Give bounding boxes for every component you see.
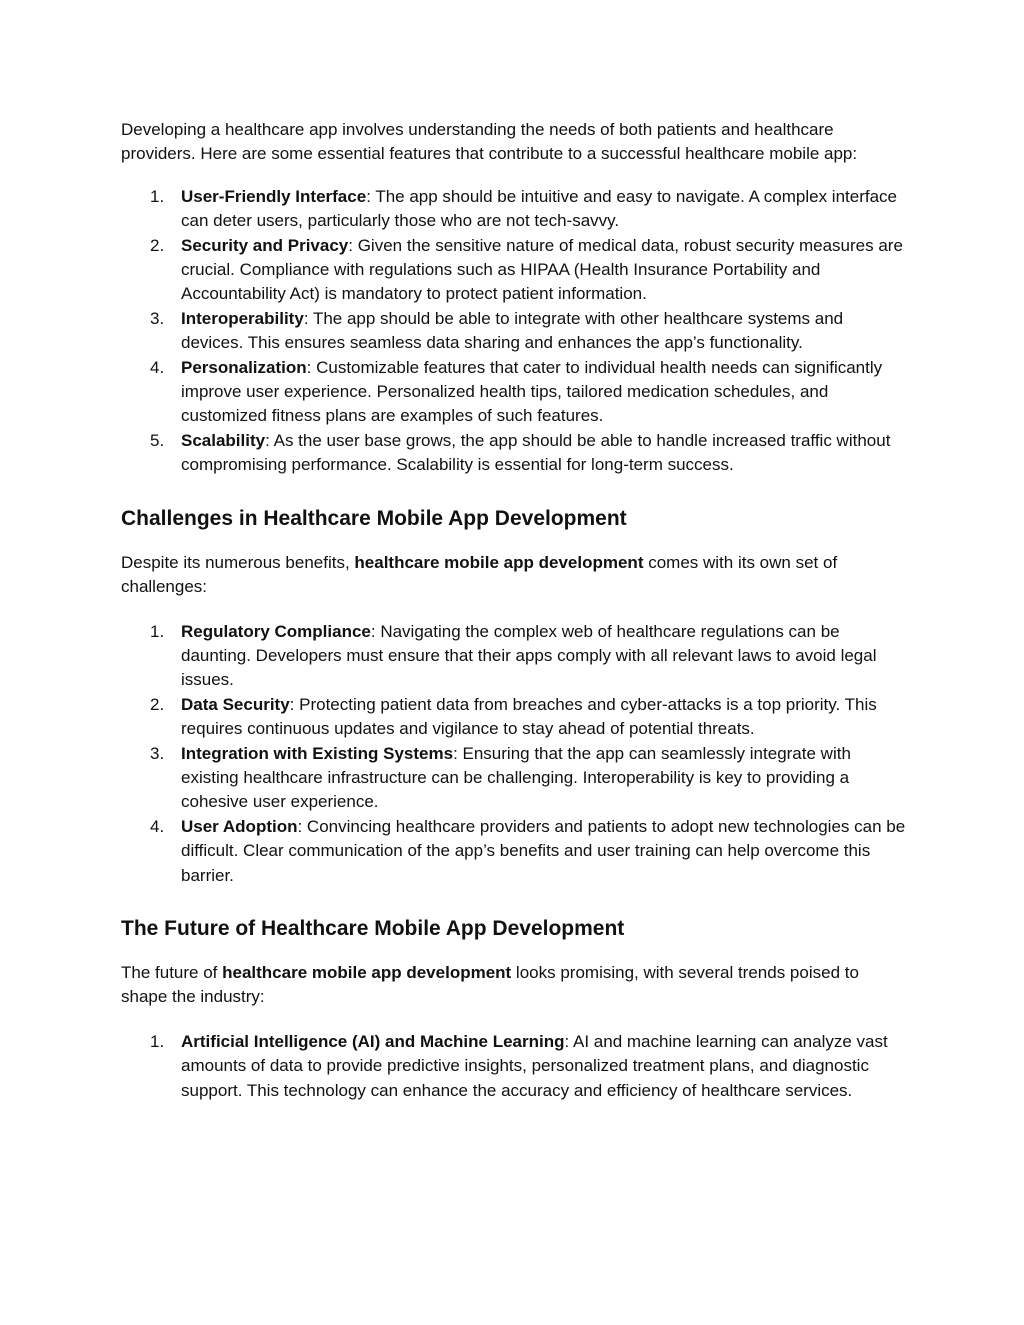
future-list bbox=[121, 1030, 907, 1103]
list-number: 3. bbox=[150, 743, 165, 763]
list-item-text: : The app should be intuitive and easy to navigate. A complex interface can deter users, particularly those who are not tech-savvy. bbox=[181, 186, 897, 231]
list-number: 4. bbox=[150, 357, 165, 377]
list-item-term: User Adoption bbox=[181, 816, 298, 836]
list-item-term: Interoperability bbox=[181, 308, 304, 328]
list-item-text: : Protecting patient data from breaches and cyber-attacks is a top priority. This requires continuous updates and vigilance to stay ahead of potential threats. bbox=[181, 694, 877, 739]
list-item bbox=[121, 1030, 907, 1103]
list-number: 1. bbox=[150, 621, 165, 641]
list-number: 2. bbox=[150, 694, 165, 714]
list-item-term: Integration with Existing Systems bbox=[181, 743, 454, 763]
paragraph-bold-text: healthcare mobile app development bbox=[354, 552, 644, 572]
list-item-term: Data Security bbox=[181, 694, 290, 714]
challenges-list bbox=[121, 620, 907, 888]
list-item-text: : Given the sensitive nature of medical data, robust security measures are crucial. Compliance with regulations such as HIPAA (Health Insurance Portability and Accountability Act) is mandatory to protect patient information. bbox=[181, 235, 903, 304]
list-item-text: : AI and machine learning can analyze vast amounts of data to provide predictive insights, personalized treatment plans, and diagnostic support. This technology can enhance the accuracy and efficiency of healthcare services. bbox=[181, 1031, 888, 1100]
list-number: 1. bbox=[150, 186, 165, 206]
list-number: 5. bbox=[150, 430, 165, 450]
list-item-term: Scalability bbox=[181, 430, 266, 450]
features-list bbox=[121, 185, 907, 478]
paragraph-text: Despite its numerous benefits, bbox=[121, 552, 355, 572]
list-item-text: : Convincing healthcare providers and patients to adopt new technologies can be difficult. Clear communication of the app’s benefits and user training can help overcome this barrier. bbox=[181, 816, 906, 885]
document-page bbox=[121, 118, 907, 1103]
paragraph-text: The future of bbox=[121, 962, 223, 982]
list-item-term: Personalization bbox=[181, 357, 307, 377]
future-heading: The Future of Healthcare Mobile App Development bbox=[121, 916, 625, 940]
list-number: 3. bbox=[150, 308, 165, 328]
list-number: 4. bbox=[150, 816, 165, 836]
intro-paragraph: Developing a healthcare app involves understanding the needs of both patients and healthcare providers. Here are some essential features that contribute to a successful healthcare mobile app: bbox=[121, 120, 858, 164]
list-item-term: Regulatory Compliance bbox=[181, 621, 371, 641]
list-item bbox=[121, 620, 907, 693]
list-item-text: : The app should be able to integrate with other healthcare systems and devices. This ensures seamless data sharing and enhances the app’s functionality. bbox=[181, 308, 844, 353]
list-item-text: : Ensuring that the app can seamlessly integrate with existing healthcare infrastructure can be challenging. Interoperability is key to providing a cohesive user experience. bbox=[181, 743, 851, 812]
list-item bbox=[121, 185, 907, 234]
future-paragraph bbox=[121, 961, 907, 1010]
list-item-term: Security and Privacy bbox=[181, 235, 349, 255]
challenges-heading: Challenges in Healthcare Mobile App Development bbox=[121, 506, 627, 530]
list-item-text: : Navigating the complex web of healthcare regulations can be daunting. Developers must ensure that their apps comply with all relevant laws to avoid legal issues. bbox=[181, 621, 877, 690]
list-item-term: Artificial Intelligence (AI) and Machine Learning bbox=[181, 1031, 565, 1051]
paragraph-text: comes with its own set of challenges: bbox=[121, 552, 838, 597]
list-item bbox=[121, 815, 907, 888]
list-item bbox=[121, 742, 907, 815]
list-item-text: : As the user base grows, the app should be able to handle increased traffic without compromising performance. Scalability is essential for long-term success. bbox=[181, 430, 891, 475]
list-number: 2. bbox=[150, 235, 165, 255]
challenges-paragraph bbox=[121, 551, 907, 600]
list-item bbox=[121, 356, 907, 429]
list-item bbox=[121, 693, 907, 742]
paragraph-bold-text: healthcare mobile app development bbox=[222, 962, 512, 982]
list-item bbox=[121, 307, 907, 356]
list-item-text: : Customizable features that cater to individual health needs can significantly improve user experience. Personalized health tips, tailored medication schedules, and customized fitness plans are examples of such features. bbox=[181, 357, 883, 426]
paragraph-text: looks promising, with several trends poised to shape the industry: bbox=[121, 962, 859, 1007]
list-item bbox=[121, 234, 907, 307]
list-item-term: User-Friendly Interface bbox=[181, 186, 367, 206]
list-item bbox=[121, 429, 907, 478]
list-number: 1. bbox=[150, 1031, 165, 1051]
